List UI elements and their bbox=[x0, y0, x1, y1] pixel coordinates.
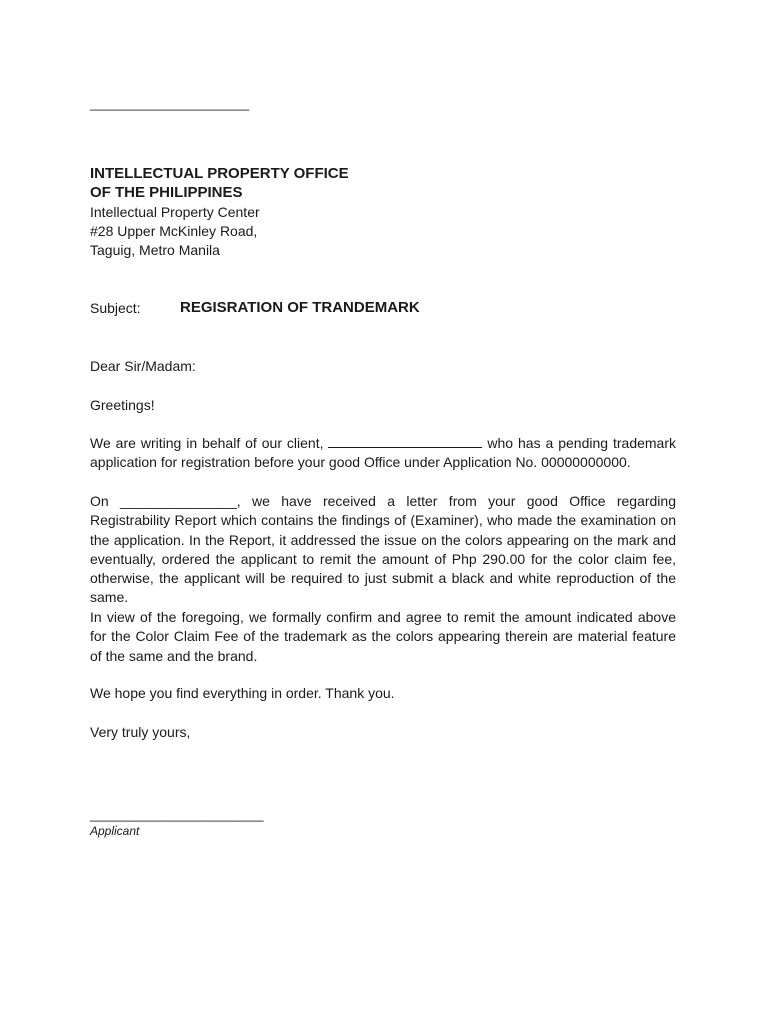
paragraph-client-intro: We are writing in behalf of our client, bbox=[90, 435, 324, 451]
date-line: ______________________ bbox=[90, 96, 250, 111]
signature-line: ________________________ bbox=[90, 807, 264, 822]
greeting: Greetings! bbox=[90, 397, 155, 413]
recipient-address-line3: Taguig, Metro Manila bbox=[90, 242, 220, 258]
recipient-address-line1: Intellectual Property Center bbox=[90, 204, 260, 220]
salutation: Dear Sir/Madam: bbox=[90, 358, 196, 374]
subject-label: Subject: bbox=[90, 300, 141, 316]
paragraph-report: On _______________, we have received a letter from your good Office regarding Registrability Report which contains the findings of (Examiner), who made the examination on the application. In the Report, it addressed the issue on the colors appearing on the mark and eventually, ordered the applicant to remit the amount of Php 290.00 for the color claim fee, otherwise, the applicant will be required to just submit a black and white reproduction of the same. bbox=[90, 493, 676, 606]
recipient-org-line1: INTELLECTUAL PROPERTY OFFICE bbox=[90, 165, 349, 182]
recipient-address-line2: #28 Upper McKinley Road, bbox=[90, 223, 258, 239]
paragraph-client-rest: who has a pending trademark application for registration before your good Office under Application No. 00000000000. bbox=[90, 435, 677, 471]
paragraph-client bbox=[90, 434, 676, 473]
subject-text: REGISRATION OF TRANDEMARK bbox=[180, 299, 420, 316]
signature-label: Applicant bbox=[90, 824, 140, 838]
paragraph-confirmation: In view of the foregoing, we formally confirm and agree to remit the amount indicated above for the Color Claim Fee of the trademark as the colors appearing therein are material feature of the same and the brand. bbox=[90, 609, 676, 664]
recipient-org-line2: OF THE PHILIPPINES bbox=[90, 184, 243, 201]
client-name-blank bbox=[328, 435, 482, 448]
paragraph-thanks: We hope you find everything in order. Thank you. bbox=[90, 685, 395, 701]
closing: Very truly yours, bbox=[90, 724, 191, 740]
